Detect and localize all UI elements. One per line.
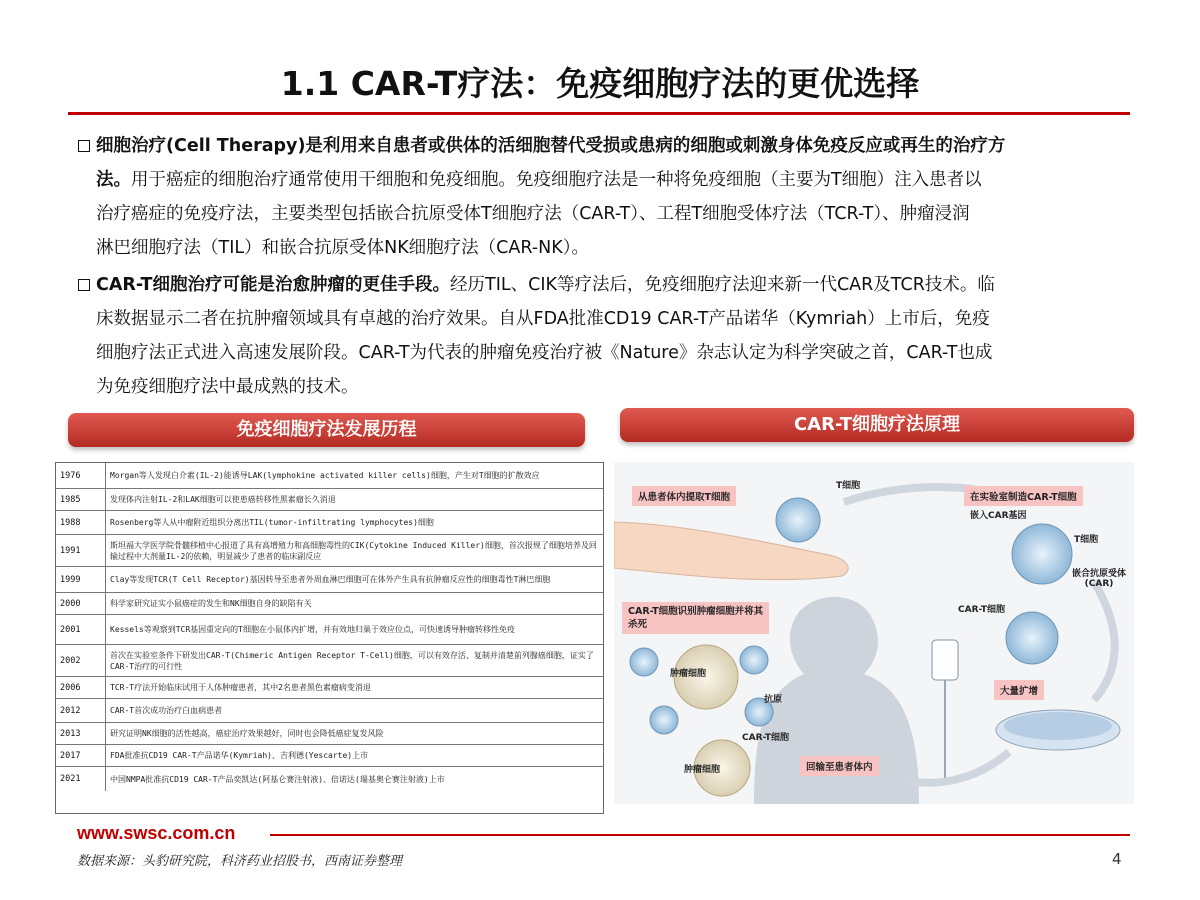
timeline-desc: FDA批准抗CD19 CAR-T产品诺华(Kymriah)、吉利德(Yescarte)上市: [110, 751, 369, 760]
timeline-row: [56, 767, 603, 791]
timeline-row: [56, 511, 603, 535]
cart-diagram: [614, 462, 1134, 804]
timeline-row: [56, 645, 603, 677]
timeline-desc: 首次在实验室条件下研发出CAR-T(Chimeric Antigen Receptor T-Cell)细胞，可以有效存活、复制并清楚前列腺癌细胞，证实了CAR-T治疗的可行性: [110, 650, 594, 671]
step-extract: 从患者体内提取T细胞: [632, 486, 736, 506]
page-number: 4: [1112, 850, 1122, 868]
timeline-desc: Rosenberg等人从中瘤附近组织分离出TIL(tumor-infiltrating lymphocytes)细胞: [110, 518, 434, 527]
timeline-desc: Clay等发现TCR(T Cell Receptor)基因转导至患者外周血淋巴细胞可在体外产生具有抗肿瘤反应性的细胞毒性T淋巴细胞: [110, 575, 551, 584]
title-rule: [68, 112, 1130, 115]
timeline-year: 2021: [56, 767, 106, 791]
left-banner: 免疫细胞疗法发展历程: [68, 413, 585, 447]
cart-cell-label: CAR-T细胞: [958, 605, 1006, 615]
bullet-square-icon: [78, 140, 90, 152]
timeline-year: 1999: [56, 567, 106, 592]
paragraph-cell-therapy: [78, 129, 1140, 265]
timeline-row: [56, 463, 603, 489]
timeline-desc: Morgan等人发现白介素(IL-2)能诱导LAK(lymphokine activated killer cells)细胞，产生对T细胞的扩散效应: [110, 471, 540, 480]
timeline-desc: 研究证明NK细胞的活性越高，癌症治疗效果越好，同时也会降低癌症复发风险: [110, 729, 384, 738]
cart-cell-lab: [1012, 524, 1072, 584]
timeline-year: 2012: [56, 699, 106, 722]
timeline-desc: 科学家研究证实小鼠癌症的发生和NK细胞自身的缺陷有关: [110, 599, 312, 608]
step-lab: 在实验室制造CAR-T细胞: [964, 486, 1083, 506]
timeline-desc: CAR-T首次成功治疗白血病患者: [110, 706, 223, 715]
timeline-row: [56, 677, 603, 699]
iv-bag: [932, 640, 958, 680]
timeline-row: [56, 489, 603, 511]
step-recognize: CAR-T细胞识别肿瘤细胞并将其 杀死: [622, 602, 769, 634]
t-cell-1: [776, 498, 820, 542]
page-title: 1.1 CAR-T疗法：免疫细胞疗法的更优选择: [280, 64, 920, 103]
para2-line4: 为免疫细胞疗法中最成熟的技术。: [96, 377, 359, 397]
para2-line3: 细胞疗法正式进入高速发展阶段。CAR-T为代表的肿瘤免疫治疗被《Nature》杂志认定为科学突破之首，CAR-T也成: [96, 343, 993, 363]
para1-line4: 淋巴细胞疗法（TIL）和嵌合抗原受体NK细胞疗法（CAR-NK）。: [96, 238, 589, 258]
timeline-row: [56, 535, 603, 567]
car-receptor-label: 嵌合抗原受体 (CAR): [1072, 569, 1127, 589]
timeline-year: 2013: [56, 723, 106, 744]
paragraph-cart: [78, 268, 1140, 404]
timeline-year: 2006: [56, 677, 106, 698]
petri-dish-inner: [1004, 712, 1112, 740]
cart-cell-label-2: CAR-T细胞: [742, 733, 790, 743]
timeline-desc: 斯坦福大学医学院骨髓移植中心报道了具有高增殖力和高细胞毒性的CIK(Cytokine Induced Killer)细胞，首次报规了细胞培养及回输过程中大剂量IL-2的依赖，明显减少了患者的临床副反应: [110, 540, 597, 561]
para2-line2: 床数据显示二者在抗肿瘤领域具有卓越的治疗效果。自从FDA批准CD19 CAR-T产品诺华（Kymriah）上市后，免疫: [96, 309, 990, 329]
timeline-row: [56, 593, 603, 615]
footer-rule: [270, 834, 1130, 836]
timeline-row: [56, 615, 603, 645]
tumor-cell-label: 肿瘤细胞: [670, 669, 707, 679]
timeline-desc: 发现体内注射IL-2和LAK细胞可以使患癌转移性黑素瘤长久消退: [110, 495, 336, 504]
step-expand: 大量扩增: [994, 680, 1044, 700]
timeline-row: [56, 745, 603, 767]
timeline-year: 1985: [56, 489, 106, 510]
cart-cell-small-1: [630, 648, 658, 676]
para1-line2: 法。用于癌症的细胞治疗通常使用干细胞和免疫细胞。免疫细胞疗法是一种将免疫细胞（主要为T细胞）注入患者以: [96, 170, 982, 190]
source-note: 数据来源：头豹研究院，科济药业招股书，西南证券整理: [77, 854, 403, 869]
timeline-desc: Kessels等观察到TCR基因重定向的T细胞在小鼠体内扩增，并有效地归巢于效应位点，可快速诱导肿瘤转移性免疫: [110, 625, 515, 634]
bullet-square-icon: [78, 279, 90, 291]
cart-cell-small-2: [740, 646, 768, 674]
footer-url[interactable]: www.swsc.com.cn: [77, 823, 236, 843]
timeline-year: 1991: [56, 535, 106, 566]
timeline-year: 2002: [56, 645, 106, 676]
right-banner: CAR-T细胞疗法原理: [620, 408, 1134, 442]
timeline-year: 2001: [56, 615, 106, 644]
timeline-table: [55, 462, 604, 814]
step-reinfuse: 回输至患者体内: [800, 756, 879, 776]
antigen-label: 抗原: [764, 695, 783, 705]
timeline-year: 1988: [56, 511, 106, 534]
para1-line3: 治疗癌症的免疫疗法，主要类型包括嵌合抗原受体T细胞疗法（CAR-T）、工程T细胞受体疗法（TCR-T）、肿瘤浸润: [96, 204, 970, 224]
tumor-cell-label-2: 肿瘤细胞: [684, 765, 721, 775]
cart-cell-small-3: [650, 706, 678, 734]
para2-line1: CAR-T细胞治疗可能是治愈肿瘤的更佳手段。经历TIL、CIK等疗法后，免疫细胞疗法迎来新一代CAR及TCR技术。临: [78, 268, 1140, 302]
timeline-row: [56, 567, 603, 593]
insert-gene-label: 嵌入CAR基因: [970, 511, 1027, 521]
cart-cell-2: [1006, 612, 1058, 664]
timeline-year: 2000: [56, 593, 106, 614]
t-cell-label-2: T细胞: [1074, 535, 1099, 545]
timeline-year: 1976: [56, 463, 106, 488]
timeline-row: [56, 723, 603, 745]
timeline-desc: 中国NMPA批准抗CD19 CAR-T产品奕凯达(阿基仑赛注射液)、倍诺达(瑞基奥仑赛注射液)上市: [110, 774, 445, 784]
t-cell-label: T细胞: [836, 481, 861, 491]
timeline-row: [56, 699, 603, 723]
timeline-desc: TCR-T疗法开始临床试用于人体肿瘤患者，其中2名患者黑色素瘤病变消退: [110, 683, 371, 692]
para1-line1: 细胞治疗(Cell Therapy)是利用来自患者或供体的活细胞替代受损或患病的细胞或刺激身体免疫反应或再生的治疗方: [78, 129, 1140, 163]
timeline-year: 2017: [56, 745, 106, 766]
